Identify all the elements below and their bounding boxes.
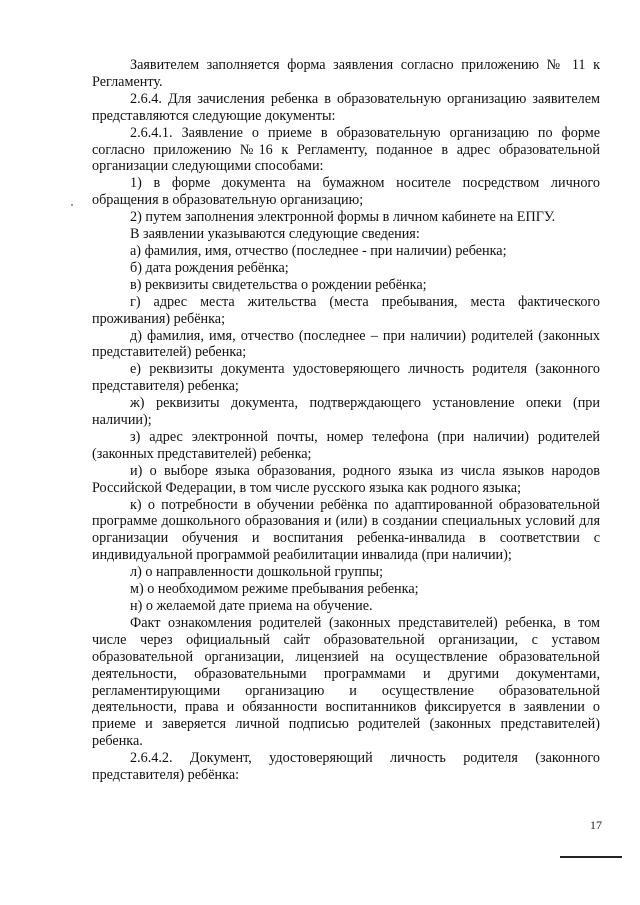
paragraph-form-appendix: Заявителем заполняется форма заявления согласно приложению № 11 к Регламенту. <box>92 57 600 90</box>
list-item-zh: ж) реквизиты документа, подтверждающего установление опеки (при наличии); <box>92 395 600 429</box>
paragraph-2-6-4: 2.6.4. Для зачисления ребенка в образовательную организацию заявителем представляются следующие документы: <box>92 90 600 124</box>
page-number: 17 <box>590 818 602 832</box>
list-item-method-2: 2) путем заполнения электронной формы в личном кабинете на ЕПГУ. <box>130 209 556 226</box>
paragraph-2-6-4-2: 2.6.4.2. Документ, удостоверяющий личность родителя (законного представителя) ребёнка: <box>92 750 600 784</box>
list-item-z: з) адрес электронной почты, номер телефона (при наличии) родителей (законных представителей) ребенка; <box>92 428 600 462</box>
paragraph-application-info: В заявлении указываются следующие сведения: <box>130 226 420 243</box>
list-item-m: м) о необходимом режиме пребывания ребенка; <box>130 581 419 598</box>
list-item-k: к) о потребности в обучении ребёнка по адаптированной образовательной программе дошкольного образования и (или) в создании специальных условий для организации обучения и воспитания ребенка-инвалида в соответствии с индивидуальной программой реабилитации инвалида (при наличии); <box>92 496 600 564</box>
document-body <box>92 57 600 784</box>
list-item-d: д) фамилия, имя, отчество (последнее – при наличии) родителей (законных представителей) ребенка; <box>92 327 600 361</box>
scan-artifact-dot <box>71 204 73 206</box>
list-item-v: в) реквизиты свидетельства о рождении ребёнка; <box>130 276 427 293</box>
list-item-a: а) фамилия, имя, отчество (последнее - при наличии) ребенка; <box>130 242 507 259</box>
list-item-g: г) адрес места жительства (места пребывания, места фактического проживания) ребёнка; <box>92 293 600 327</box>
scan-artifact-line <box>560 856 622 858</box>
list-item-i: и) о выборе языка образования, родного языка из числа языков народов Российской Федерации, в том числе русского языка как родного языка; <box>92 462 600 496</box>
list-item-e: е) реквизиты документа удостоверяющего личность родителя (законного представителя) ребенка; <box>92 361 600 395</box>
list-item-method-1: 1) в форме документа на бумажном носителе посредством личного обращения в образовательную организацию; <box>92 175 600 209</box>
paragraph-2-6-4-1: 2.6.4.1. Заявление о приеме в образовательную организацию по форме согласно приложению №16 к Регламенту, поданное в адрес образовательной организации следующими способами: <box>92 124 600 175</box>
list-item-b: б) дата рождения ребёнка; <box>130 259 289 276</box>
list-item-l: л) о направленности дошкольной группы; <box>130 564 384 581</box>
paragraph-acknowledgement: Факт ознакомления родителей (законных представителей) ребенка, в том числе через официальный сайт образовательной организации, с уставом образовательной организации, лицензией на осуществление образовательной деятельности, образовательными программами и другими документами, регламентирующими организацию и осуществление образовательной деятельности, права и обязанности воспитанников фиксируется в заявлении о приеме и заверяется личной подписью родителей (законных представителей) ребенка. <box>92 614 600 750</box>
list-item-n: н) о желаемой дате приема на обучение. <box>130 598 373 614</box>
